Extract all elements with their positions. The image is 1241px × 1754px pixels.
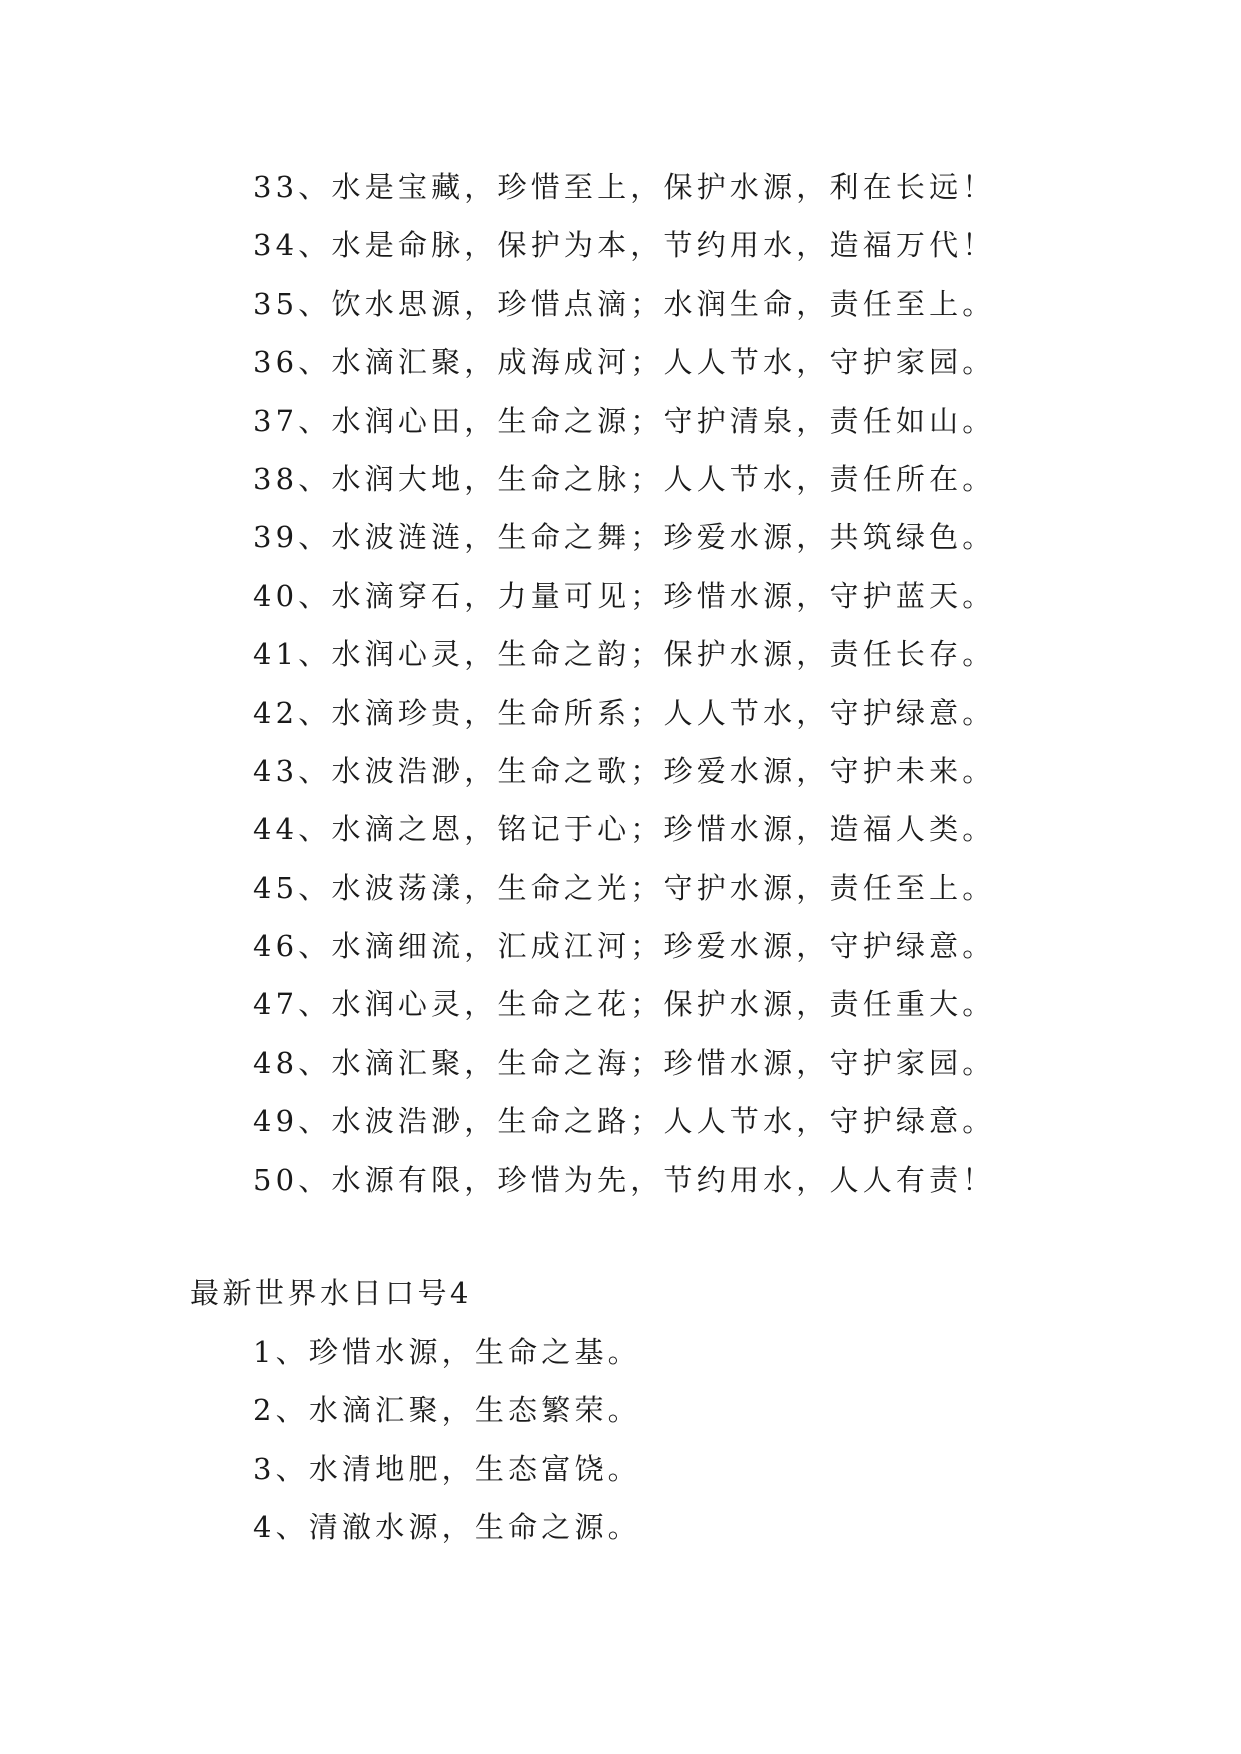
slogan-item: 3、水清地肥，生态富饶。 [253, 1451, 641, 1486]
slogan-item: 37、水润心田，生命之源；守护清泉，责任如山。 [253, 403, 996, 438]
slogan-list [253, 158, 996, 1209]
slogan-item: 50、水源有限，珍惜为先，节约用水，人人有责！ [253, 1162, 996, 1197]
slogan-item: 44、水滴之恩，铭记于心；珍惜水源，造福人类。 [253, 812, 996, 847]
slogan-item: 48、水滴汇聚，生命之海；珍惜水源，守护家园。 [253, 1045, 996, 1080]
slogan-item: 38、水润大地，生命之脉；人人节水，责任所在。 [253, 461, 996, 496]
slogan-item: 34、水是命脉，保护为本，节约用水，造福万代！ [253, 228, 996, 263]
slogan-item: 42、水滴珍贵，生命所系；人人节水，守护绿意。 [253, 695, 996, 730]
slogan-item: 35、饮水思源，珍惜点滴；水润生命，责任至上。 [253, 286, 996, 321]
slogan-item: 40、水滴穿石，力量可见；珍惜水源，守护蓝天。 [253, 578, 996, 613]
section-heading: 最新世界水日口号4 [190, 1276, 472, 1310]
slogan-item: 4、清澈水源，生命之源。 [253, 1510, 641, 1545]
slogan-item: 2、水滴汇聚，生态繁荣。 [253, 1393, 641, 1428]
slogan-item: 45、水波荡漾，生命之光；守护水源，责任至上。 [253, 870, 996, 905]
slogan-item: 36、水滴汇聚，成海成河；人人节水，守护家园。 [253, 345, 996, 380]
slogan-item: 39、水波涟涟，生命之舞；珍爱水源，共筑绿色。 [253, 520, 996, 555]
slogan-item: 41、水润心灵，生命之韵；保护水源，责任长存。 [253, 637, 996, 672]
slogan-item: 49、水波浩渺，生命之路；人人节水，守护绿意。 [253, 1104, 996, 1139]
slogan-item: 46、水滴细流，汇成江河；珍爱水源，守护绿意。 [253, 929, 996, 964]
slogan-item: 33、水是宝藏，珍惜至上，保护水源，利在长远！ [253, 170, 996, 204]
slogan-item: 43、水波浩渺，生命之歌；珍爱水源，守护未来。 [253, 753, 996, 788]
slogan-item: 47、水润心灵，生命之花；保护水源，责任重大。 [253, 987, 996, 1022]
slogan-item: 1、珍惜水源，生命之基。 [253, 1335, 641, 1369]
slogan-list-section-4 [253, 1323, 641, 1557]
